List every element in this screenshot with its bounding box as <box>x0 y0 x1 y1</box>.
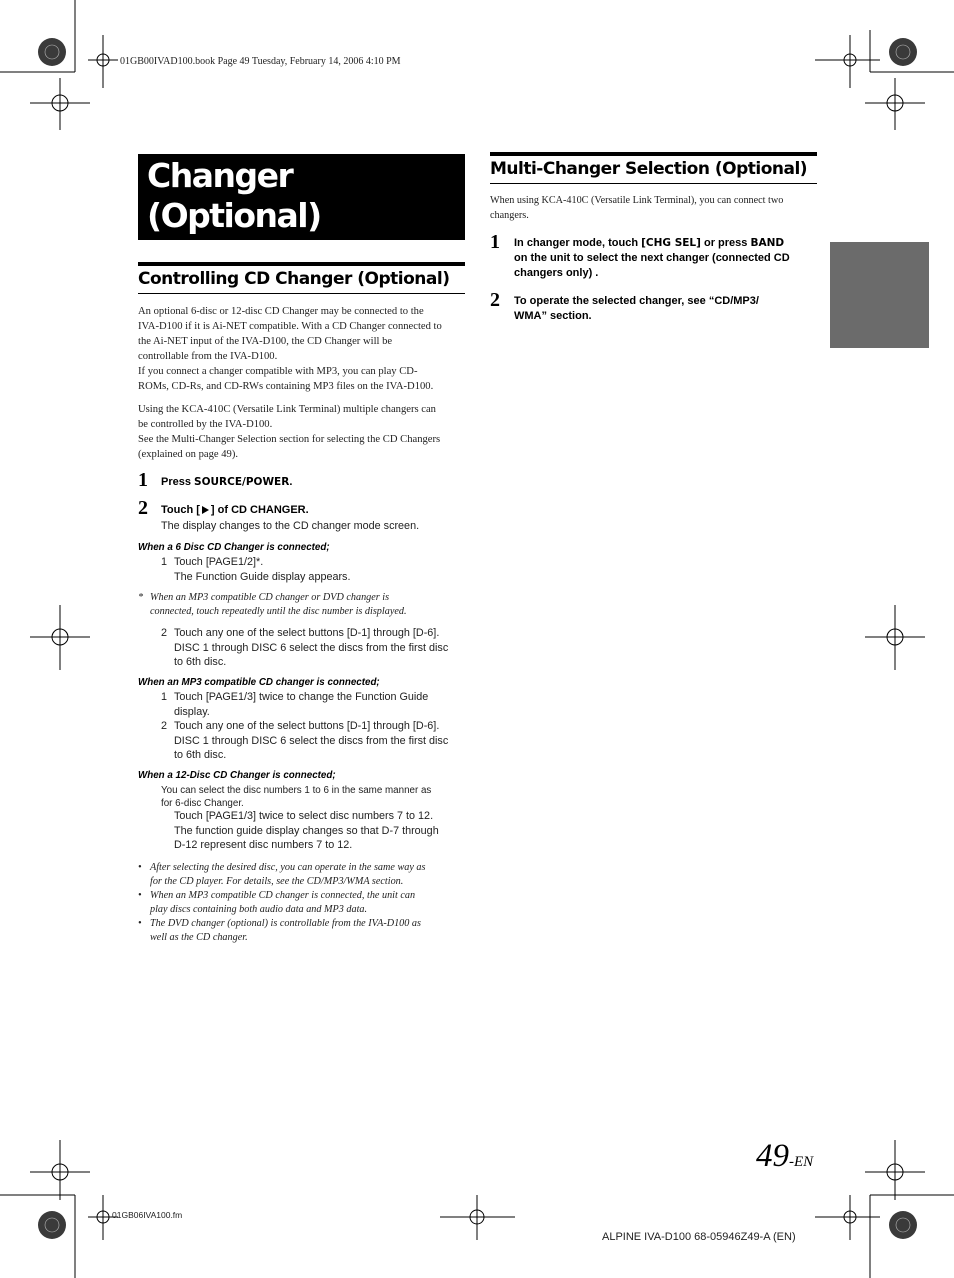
d6-button-ref: [D-6] <box>412 627 437 639</box>
list-item <box>161 690 471 720</box>
step-2-prefix: Touch [ <box>161 504 200 516</box>
step-2-suffix: ] of CD CHANGER. <box>210 504 309 516</box>
text-line: the Ai-NET input of the IVA-D100, the CD Changer will be <box>138 336 393 347</box>
chapter-title-line2: (Optional) <box>147 196 321 235</box>
chg-sel-button-ref: [CHG SEL] <box>641 237 701 249</box>
list-text <box>174 555 263 570</box>
list-text-part: Touch any one of the select buttons <box>174 720 347 732</box>
text-line: WMA” section. <box>514 310 592 322</box>
step-number-1: 1 <box>138 469 148 491</box>
step-1-text <box>161 475 292 490</box>
footnote-line: connected, touch repeatedly until the disc number is displayed. <box>150 606 407 617</box>
text-line: The function guide display changes so that D-7 through <box>174 824 439 837</box>
subheading-12-disc: When a 12-Disc CD Changer is connected; <box>138 770 336 781</box>
text-line: ROMs, CD-Rs, and CD-RWs containing MP3 files on the IVA-D100. <box>138 381 434 392</box>
list-text-part: through <box>370 627 413 639</box>
text-line: See the Multi-Changer Selection section for selecting the CD Changers <box>138 434 441 445</box>
12-disc-description <box>161 784 471 810</box>
subheading-mp3-changer: When an MP3 compatible CD changer is connected; <box>138 677 380 688</box>
list-text-part: *. <box>256 556 264 568</box>
bullet: • <box>138 918 142 929</box>
bullet-line: When an MP3 compatible CD changer is connected, the unit can <box>150 890 416 901</box>
page-number-digits: 49 <box>756 1138 789 1174</box>
d1-button-ref: [D-1] <box>346 627 371 639</box>
text-line: be controlled by the IVA-D100. <box>138 419 273 430</box>
chapter-title-line1: Changer <box>147 156 293 195</box>
list-text-desc: to 6th disc. <box>174 656 227 668</box>
text-line: for 6-disc Changer. <box>161 798 244 809</box>
multi-changer-intro <box>490 193 820 223</box>
notes-bullet-list <box>138 861 468 945</box>
list-text <box>174 626 439 641</box>
list-item <box>161 719 471 764</box>
12-disc-touch-instruction <box>174 809 474 853</box>
bullet-line: well as the CD changer. <box>150 932 248 943</box>
list-text-desc: DISC 1 through DISC 6 select the discs from the first disc <box>174 641 449 654</box>
list-number: 1 <box>161 556 168 568</box>
file-info-header: 01GB00IVAD100.book Page 49 Tuesday, February 14, 2006 4:10 PM <box>120 56 401 67</box>
step-number-2: 2 <box>138 497 148 519</box>
bullet: • <box>138 862 142 873</box>
list-text-desc: to 6th disc. <box>174 749 227 761</box>
list-text-part: . <box>436 627 440 639</box>
chapter-title-box <box>138 154 465 240</box>
step-number-2: 2 <box>490 289 500 311</box>
text-part: twice to select disc numbers 7 to 12. <box>256 810 434 822</box>
multi-step-2-text <box>514 294 824 324</box>
d6-button-ref: [D-6] <box>412 720 437 732</box>
list-text <box>174 690 428 705</box>
intro-paragraph-2 <box>138 402 468 462</box>
text-part: Touch <box>174 810 206 822</box>
text-line: on the unit to select the next changer (connected CD <box>514 252 790 264</box>
page-number-suffix: -EN <box>789 1154 814 1170</box>
footnote-mark: * <box>138 592 144 603</box>
intro-paragraph-1 <box>138 304 468 394</box>
text-line: changers only) . <box>514 267 599 279</box>
list-text-part: Touch <box>174 556 206 568</box>
list-text-desc: DISC 1 through DISC 6 select the discs from the first disc <box>174 734 449 747</box>
text-line: To operate the selected changer, see “CD/MP3/ <box>514 295 759 307</box>
text-line: controllable from the IVA-D100. <box>138 351 278 362</box>
text-part: In changer mode, touch <box>514 237 642 249</box>
list-number: 2 <box>161 720 168 732</box>
page-1-2-button-ref: [PAGE1/2] <box>205 556 257 568</box>
subheading-6-disc: When a 6 Disc CD Changer is connected; <box>138 542 330 553</box>
multi-step-1-text <box>514 236 824 281</box>
footer-product-code: ALPINE IVA-D100 68-05946Z49-A (EN) <box>602 1231 796 1243</box>
text-line: When using KCA-410C (Versatile Link Terminal), you can connect two <box>490 195 784 206</box>
section-heading-multi-changer: Multi-Changer Selection (Optional) <box>490 152 817 184</box>
text-line: You can select the disc numbers 1 to 6 in the same manner as <box>161 785 432 796</box>
play-icon <box>202 506 209 514</box>
page-number <box>756 1138 813 1175</box>
footnote <box>138 591 468 621</box>
step-number-1: 1 <box>490 231 500 253</box>
bullet-line: After selecting the desired disc, you can operate in the same way as <box>150 862 426 873</box>
list-text-part: twice to change the Function Guide <box>256 691 429 703</box>
list-text <box>174 719 439 734</box>
list-text-part: Touch any one of the select buttons <box>174 627 347 639</box>
section-heading-controlling-cd-changer: Controlling CD Changer (Optional) <box>138 262 465 294</box>
source-power-key: SOURCE/POWER <box>194 476 290 488</box>
list-number: 2 <box>161 627 168 639</box>
list-item <box>161 626 471 671</box>
text-line: IVA-D100 if it is Ai-NET compatible. With a CD Changer connected to <box>138 321 442 332</box>
step-1-suffix: . <box>289 476 293 488</box>
footnote-line: When an MP3 compatible CD changer or DVD changer is <box>150 592 390 603</box>
page-1-3-button-ref: [PAGE1/3] <box>205 691 257 703</box>
list-text-part: through <box>370 720 413 732</box>
text-line: D-12 represent disc numbers 7 to 12. <box>174 839 353 851</box>
bullet-line: play discs containing both audio data and MP3 data. <box>150 904 368 915</box>
list-number: 1 <box>161 691 168 703</box>
list-item <box>161 555 471 585</box>
bullet-line: for the CD player. For details, see the CD/MP3/WMA section. <box>150 876 404 887</box>
text-line <box>514 236 824 251</box>
d1-button-ref: [D-1] <box>346 720 371 732</box>
chapter-tab-marker <box>830 242 929 348</box>
list-text-desc: display. <box>174 705 210 718</box>
step-2-description: The display changes to the CD changer mode screen. <box>161 520 420 532</box>
bullet: • <box>138 890 142 901</box>
text-line: (explained on page 49). <box>138 449 239 460</box>
bullet-line: The DVD changer (optional) is controllable from the IVA-D100 as <box>150 918 421 929</box>
text-line: Using the KCA-410C (Versatile Link Terminal) multiple changers can <box>138 404 436 415</box>
text-part: or press <box>700 237 751 249</box>
text-line: If you connect a changer compatible with MP3, you can play CD- <box>138 366 418 377</box>
step-1-prefix: Press <box>161 476 195 488</box>
text-line: changers. <box>490 210 529 221</box>
text-line: An optional 6-disc or 12-disc CD Changer may be connected to the <box>138 306 424 317</box>
text-line <box>174 809 474 824</box>
list-text-part: . <box>436 720 440 732</box>
list-text-desc: The Function Guide display appears. <box>174 570 351 583</box>
list-text-part: Touch <box>174 691 206 703</box>
step-2-text <box>161 503 309 518</box>
footer-filename: 01GB06IVA100.fm <box>112 1210 183 1220</box>
band-key: BAND <box>750 237 785 249</box>
page-1-3-button-ref: [PAGE1/3] <box>205 810 257 822</box>
